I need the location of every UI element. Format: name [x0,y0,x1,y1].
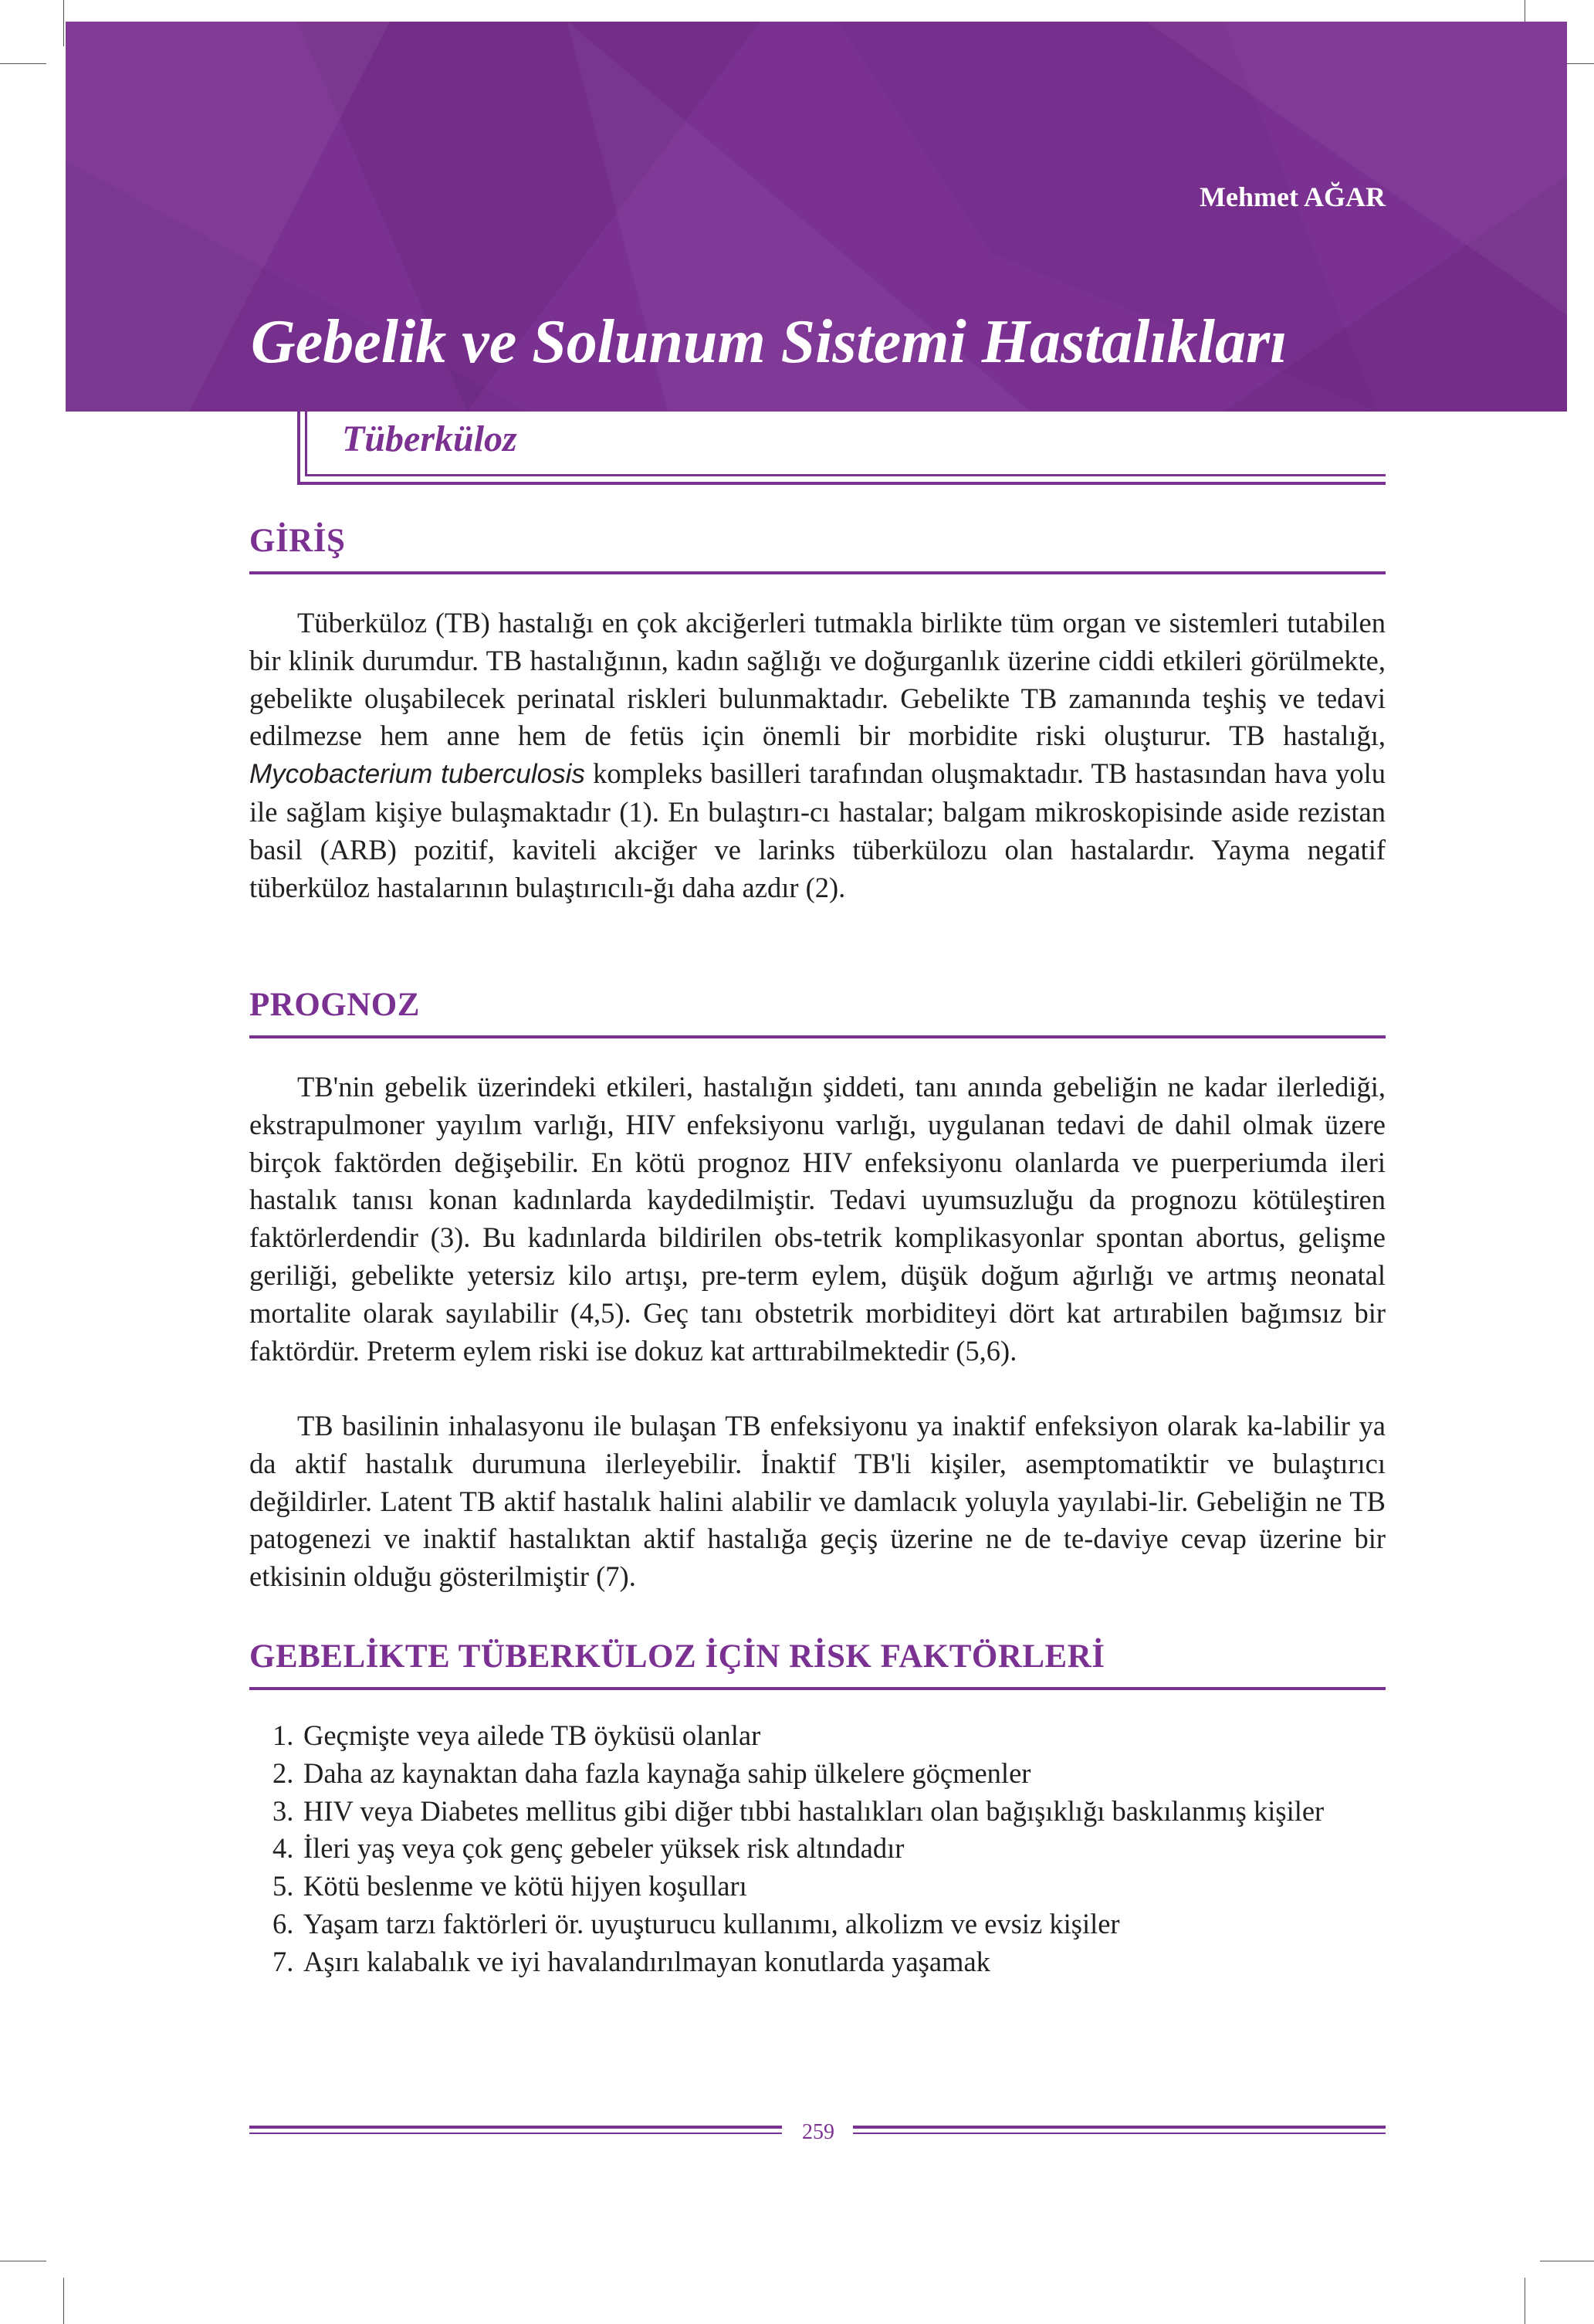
section-heading-prognoz: PROGNOZ [249,987,420,1023]
list-item [249,1868,1386,1906]
section-rule [249,1035,1386,1038]
list-number: 1. [272,1719,294,1751]
crop-mark [0,63,46,64]
divider [297,482,1386,485]
chapter-header [66,22,1567,412]
paragraph-prognoz-1: TB'nin gebelik üzerindeki etkileri, hastalığın şiddeti, tanı anında gebeliğin ne kadar ilerlediği, ekstrapulmoner yayılım varlığı, HIV enfeksiyonu varlığı, uygulanan tedavi de dahil olmak üzere birçok faktörden değişebilir. En kötü prognoz HIV enfeksiyonu olanlarda ve puerperiumda ileri hastalık tanısı konan kadınlarda kaydedilmiştir. Tedavi uyumsuzluğu da prognozu kötüleştiren faktörlerdendir (3). Bu kadınlarda bildirilen obs-tetrik komplikasyonlar spontan abortus, gelişme geriliği, gebelikte yetersiz kilo artışı, pre-term eylem, düşük doğum ağırlığı ve artmış neonatal mortalite olarak sayılabilir (4,5). Geç tanı obstetrik morbiditeyi dört kat artırabilen bağımsız bir faktördür. Preterm eylem riski ise dokuz kat arttırabilmektedir (5,6). [249,1071,1386,1367]
paragraph-prognoz-2: TB basilinin inhalasyonu ile bulaşan TB enfeksiyonu ya inaktif enfeksiyon olarak ka-labilir ya da aktif hastalık durumuna ilerleyebilir. İnaktif TB'li kişiler, asemptomatiktir ve bulaştırıcı değildirler. Latent TB aktif hastalık halini alabilir ve damlacık yoluyla yayılabi-lir. Gebeliğin ne TB patogenezi ve inaktif hastalıktan aktif hastalığa geçiş üzerine ne de te-daviye cevap üzerine bir etkisinin olduğu gösterilmiştir (7). [249,1410,1386,1593]
list-number: 3. [272,1794,294,1827]
paragraph-giris: Tüberküloz (TB) hastalığı en çok akciğerleri tutmakla birlikte tüm organ ve sistemleri tutabilen bir klinik durumdur. TB hastalığının, kadın sağlığı ve doğurganlık üzerine ciddi etkileri görülmekte, gebelikte oluşabilecek perinatal riskleri bulunmaktadır. Gebelikte TB zamanında teşhiş ve tedavi edilmezse hem anne hem de fetüs için önemli bir morbidite riski oluşturur. TB hastalığı, Mycobacterium tuberculosis kompleks basilleri tarafından oluşmaktadır. TB hastasından hava yolu ile sağlam kişiye bulaşmaktadır (1). En bulaştırı-cı hastalar; balgam mikroskopisinde aside rezistan basil (ARB) pozitif, kaviteli akciğer ve larinks tüberkülozu olan hastalardır. Yayma negatif tüberküloz hastalarının bulaştırıcılı-ğı daha azdır (2). [249,607,1386,903]
section-rule [249,1687,1386,1690]
page-number: 259 [802,2120,834,2144]
author-name: Mehmet AĞAR [1200,181,1386,212]
risk-factor-list [249,1717,1386,1981]
list-number: 6. [272,1907,294,1939]
section-heading-risk-factors: GEBELİKTE TÜBERKÜLOZ İÇİN RİSK FAKTÖRLERİ [249,1638,1105,1675]
list-number: 2. [272,1757,294,1789]
list-item [249,1906,1386,1943]
list-item-text: Kötü beslenme ve kötü hijyen koşulları [303,1870,747,1902]
divider [305,474,1386,476]
list-number: 5. [272,1870,294,1902]
list-item [249,1830,1386,1868]
footer-rule-right [853,2133,1386,2134]
list-item [249,1755,1386,1793]
list-item [249,1793,1386,1831]
list-item-text: Daha az kaynaktan daha fazla kaynağa sahip ülkelere göçmenler [303,1757,1031,1789]
section-rule [249,571,1386,574]
list-item-text: HIV veya Diabetes mellitus gibi diğer tıbbi hastalıkları olan bağışıklığı baskılanmış kişiler [303,1794,1325,1827]
list-number: 7. [272,1945,294,1977]
section-heading-giris: GİRİŞ [249,523,346,559]
list-item [249,1943,1386,1981]
list-item-text: Yaşam tarzı faktörleri ör. uyuşturucu kullanımı, alkolizm ve evsiz kişiler [303,1907,1120,1939]
footer-rule-left [249,2126,782,2129]
list-item-text: İleri yaş veya çok genç gebeler yüksek risk altındadır [303,1832,905,1865]
list-item-text: Geçmişte veya ailede TB öyküsü olanlar [303,1719,761,1751]
crop-mark [63,2278,64,2324]
footer-rule-left [249,2133,782,2134]
chapter-title: Gebelik ve Solunum Sistemi Hastalıkları [251,308,1288,376]
divider [305,412,307,476]
list-item-text: Aşırı kalabalık ve iyi havalandırılmayan konutlarda yaşamak [303,1945,990,1977]
list-number: 4. [272,1832,294,1865]
subchapter-title: Tüberküloz [342,418,517,459]
divider [297,412,300,485]
list-item [249,1717,1386,1755]
crop-mark [63,0,64,46]
footer-rule-right [853,2126,1386,2129]
